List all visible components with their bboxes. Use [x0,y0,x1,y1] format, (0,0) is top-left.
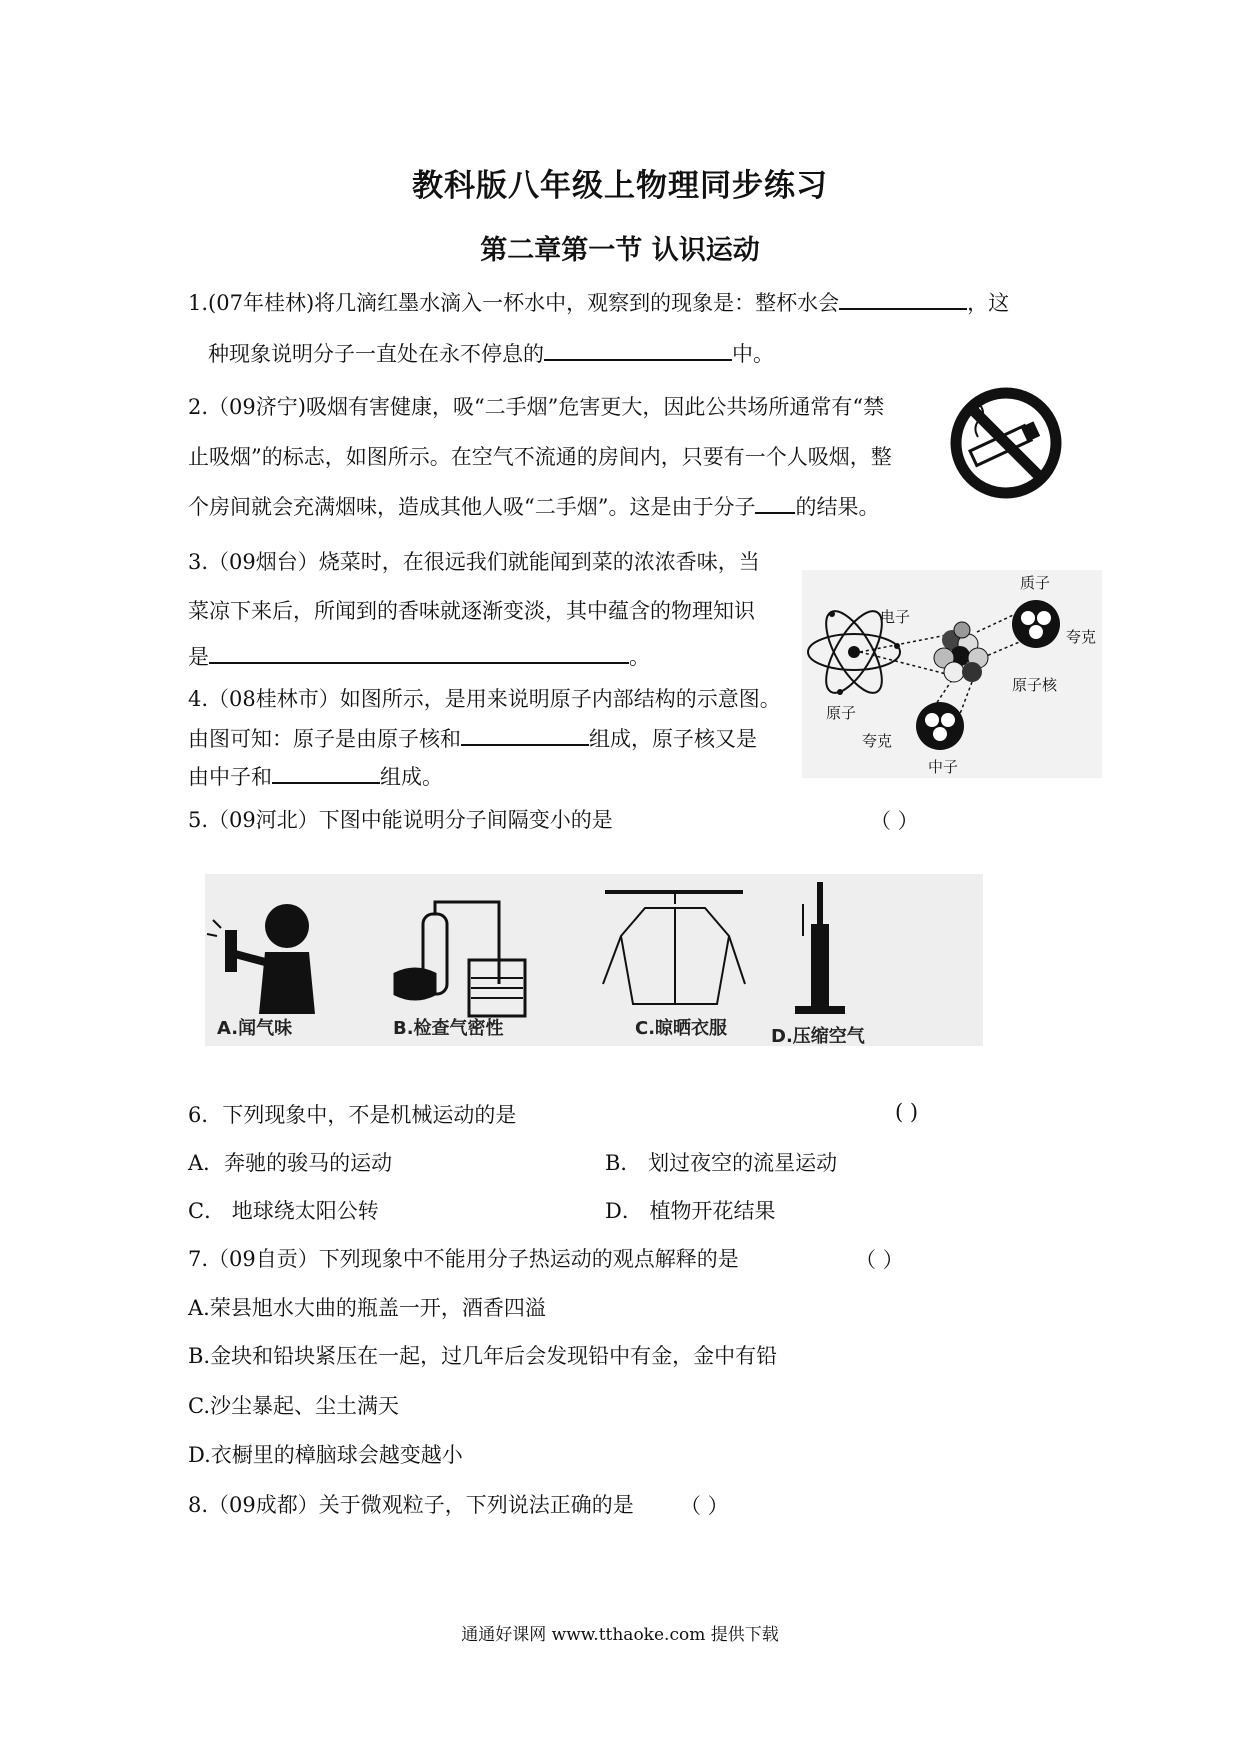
option-a[interactable]: A．奔驰的骏马的运动 [188,1151,393,1175]
option-c[interactable]: C． 地球绕太阳公转 [188,1199,379,1223]
answer-blank[interactable] [544,337,732,361]
option-d[interactable]: D． 植物开花结果 [605,1199,776,1223]
answer-blank[interactable] [272,760,380,784]
answer-paren[interactable]: （ ） [870,809,919,833]
nucleus-label: 原子核 [1012,676,1058,694]
question-4-text-a: 由图可知：原子是由原子核和 [188,727,461,751]
answer-paren[interactable]: ( ) [895,1100,919,1124]
electron-label: 电子 [880,608,911,626]
question-3-text-a: 是 [188,645,209,669]
question-2-text-a: 个房间就会充满烟味，造成其他人吸“二手烟”。这是由于分子 [188,495,756,519]
answer-blank[interactable] [755,490,795,514]
question-2-line-3 [188,490,879,522]
proton-icon [1012,600,1060,648]
option-b[interactable]: B． 划过夜空的流星运动 [605,1151,838,1175]
question-5-text: 5.（09河北）下图中能说明分子间隔变小的是 [188,808,613,832]
footer-text: 通通好课网 www.tthaoke.com 提供下载 [461,1625,779,1645]
question-2-line-2: 止吸烟”的标志，如图所示。在空气不流通的房间内，只要有一个人吸烟，整 [188,445,892,469]
question-3-text-b: 。 [629,645,650,669]
question-1-line-2 [208,337,774,369]
answer-paren[interactable]: （ ） [855,1248,904,1272]
question-1-text-b: ，这 [967,291,1010,315]
page-title: 教科版八年级上物理同步练习 [412,168,828,204]
question-2-line-1: 2.（09济宁)吸烟有害健康，吸“二手烟”危害更大，因此公共场所通常有“禁 [188,395,885,419]
option-b[interactable]: B.金块和铅块紧压在一起，过几年后会发现铅中有金，金中有铅 [188,1344,778,1368]
question-1-text-c: 种现象说明分子一直处在永不停息的 [208,342,544,366]
option-c[interactable]: C.沙尘暴起、尘土满天 [188,1394,399,1418]
option-a[interactable]: A.荣县旭水大曲的瓶盖一开，酒香四溢 [188,1296,546,1320]
question-1-text-d: 中。 [732,342,774,366]
question-1-text-a: 1.(07年桂林)将几滴红墨水滴入一杯水中，观察到的现象是：整杯水会 [188,291,840,315]
quark-label: 夸克 [1066,628,1097,646]
section-title: 第二章第一节 认识运动 [480,235,760,266]
question-4-text-b: 组成，原子核又是 [589,727,757,751]
answer-paren[interactable]: （ ） [680,1494,729,1518]
question-3-line-2: 菜凉下来后，所闻到的香味就逐渐变淡，其中蕴含的物理知识 [188,599,755,623]
answer-blank[interactable] [461,722,589,746]
atom-label: 原子 [826,704,857,722]
question-4-text-b: 组成。 [380,765,443,789]
neutron-icon [916,702,964,750]
option-a-label: A.闻气味 [217,1018,293,1039]
question-4-text-a: 由中子和 [188,765,272,789]
question-2-text-b: 的结果。 [795,495,880,519]
option-b-label: B.检查气密性 [393,1018,504,1039]
question-4-line-2 [188,722,757,754]
option-d-label: D.压缩空气 [771,1026,865,1046]
question-3-line-1: 3.（09烟台）烧菜时，在很远我们就能闻到菜的浓浓香味，当 [188,550,760,574]
question-1-line-1 [188,286,1009,318]
question-8-text: 8.（09成都）关于微观粒子，下列说法正确的是 [188,1493,634,1517]
answer-blank[interactable] [839,286,967,310]
question-6-text: 6．下列现象中，不是机械运动的是 [188,1103,517,1127]
question-7-text: 7.（09自贡）下列现象中不能用分子热运动的观点解释的是 [188,1247,739,1271]
answer-blank[interactable] [209,640,629,664]
no-smoking-icon [948,385,1064,501]
question-4-line-1: 4.（08桂林市）如图所示，是用来说明原子内部结构的示意图。 [188,687,781,711]
proton-label: 质子 [1020,574,1051,592]
neutron-label: 中子 [928,758,959,776]
option-c-label: C.晾晒衣服 [635,1018,728,1039]
option-d[interactable]: D.衣橱里的樟脑球会越变越小 [188,1443,463,1467]
atom-structure-diagram [802,570,1102,778]
question-5-figure [205,874,983,1046]
question-3-line-3 [188,640,650,672]
quark-label: 夸克 [862,732,893,750]
question-4-line-3 [188,760,443,792]
